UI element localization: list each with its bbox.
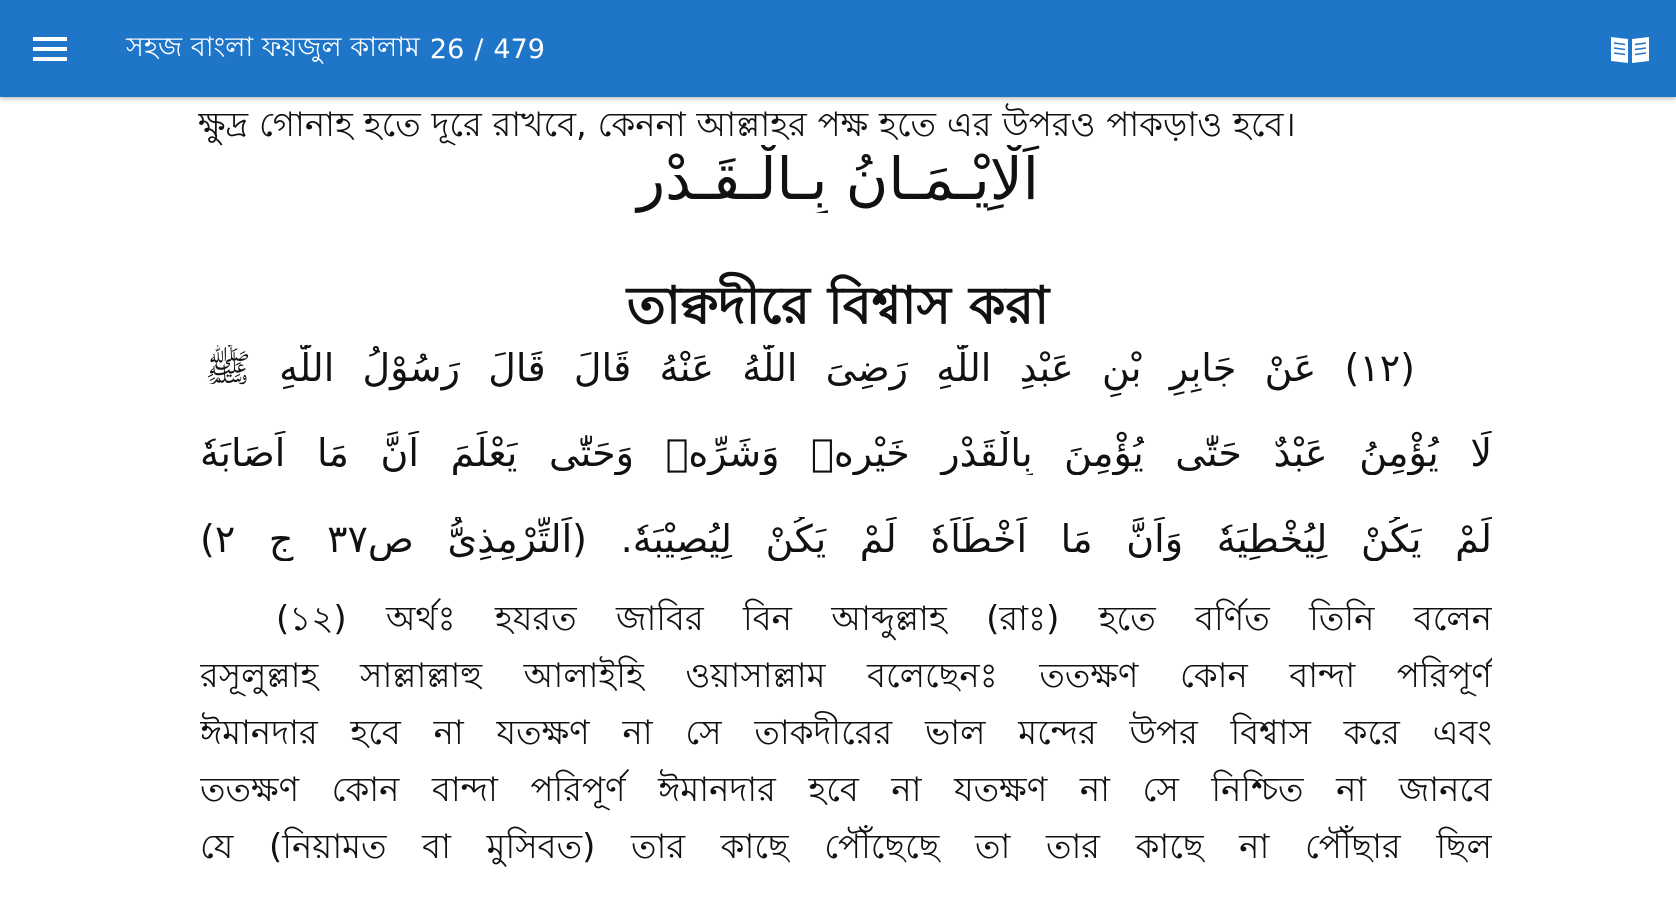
menu-button[interactable] — [24, 26, 76, 72]
app-bar — [0, 0, 1676, 97]
translation-line-2: রসূলুল্লাহ সাল্লাল্লাহু আলাইহি ওয়াসাল্লাম বলেছেনঃ ততক্ষণ কোন বান্দা পরিপূর্ণ — [200, 656, 1492, 696]
hadith-arabic-line-1: (١٢) عَنْ جَابِرِ بْنِ عَبْدِ اللّٰهِ رَضِىَ اللّٰهُ عَنْهُ قَالَ قَالَ رَسُوْلُ اللّٰهِ ﷺ — [205, 346, 1415, 390]
hamburger-menu-icon — [33, 36, 67, 62]
bookmark-button[interactable] — [1606, 28, 1654, 70]
bangla-heading: তাক্বদীরে বিশ্বাস করা — [626, 276, 1050, 336]
hadith-arabic-line-2: لَا يُؤْمِنُ عَبْدٌ حَتّٰى يُؤْمِنَ بِالْقَدْرِ خَيْرِهٖ وَشَرِّهٖ وَحَتّٰى يَعْلَمَ اَنَّ مَا اَصَابَهٗ — [200, 431, 1492, 475]
page-current: 26 — [429, 33, 465, 65]
open-book-icon — [1609, 33, 1651, 65]
translation-line-5: যে (নিয়ামত বা মুসিবত) তার কাছে পৌঁছেছে তা তার কাছে না পৌঁছার ছিল — [200, 827, 1492, 867]
translation-line-3: ঈমানদার হবে না যতক্ষণ না সে তাকদীরের ভাল মন্দের উপর বিশ্বাস করে এবং — [200, 713, 1492, 753]
page-separator: / — [474, 33, 484, 65]
arabic-heading: اَلْاِيْـمَـانُ بِـالْـقَـدْرِ — [637, 145, 1039, 213]
app-title — [126, 26, 545, 72]
book-page — [0, 97, 1676, 900]
top-text-line: ক্ষুদ্র গোনাহ হতে দূরে রাখবে, কেননা আল্লাহর পক্ষ হতে এর উপরও পাকড়াও হবে। — [198, 105, 1296, 145]
page-total: 479 — [493, 33, 545, 65]
book-title: সহজ বাংলা ফয়জুল কালাম — [126, 31, 420, 63]
translation-line-1: (১২) অর্থঃ হযরত জাবির বিন আব্দুল্লাহ (রাঃ) হতে বর্ণিত তিনি বলেন — [276, 599, 1492, 639]
hadith-arabic-line-3: لَمْ يَكُنْ لِيُخْطِيَهٗ وَاَنَّ مَا اَخْطَاَهٗ لَمْ يَكُنْ لِيُصِيْبَهٗ. (اَلتِّرْمِذِىُّ ص٣٧ ج ٢) — [200, 517, 1492, 561]
translation-line-4: ততক্ষণ কোন বান্দা পরিপূর্ণ ঈমানদার হবে না যতক্ষণ না সে নিশ্চিত না জানবে — [200, 770, 1492, 810]
